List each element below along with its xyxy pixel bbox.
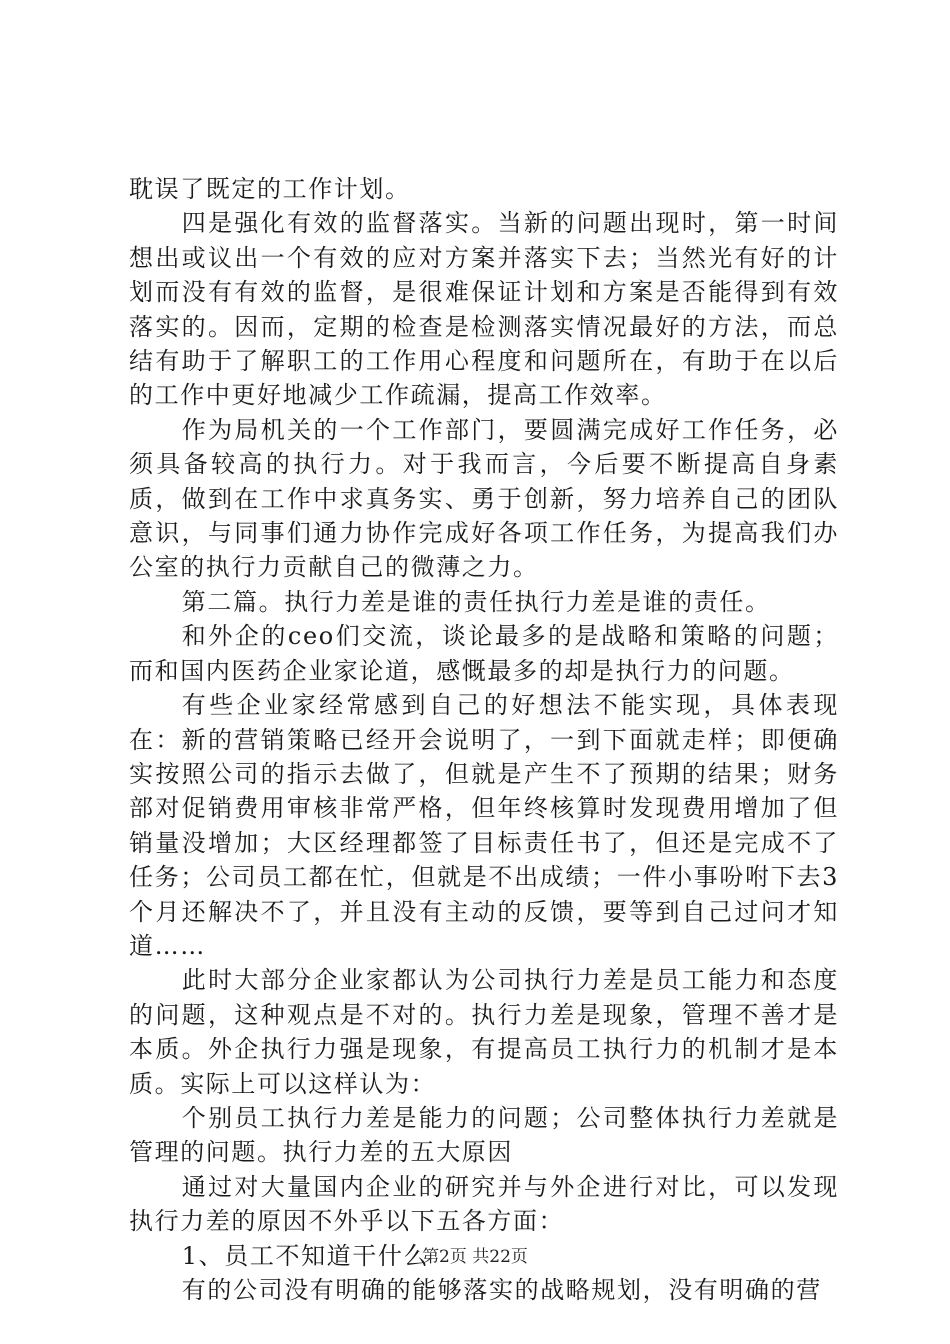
paragraph: 有的公司没有明确的能够落实的战略规划，没有明确的营 <box>181 1276 822 1304</box>
paragraph: 有些企业家经常感到自己的好想法不能实现，具体表现在：新的营销策略已经开会说明了，一到下面就走样；即便确实按照公司的指示去做了，但就是产生不了预期的结果；财务部对促销费用审核非常严格，但年终核算时发现费用增加了但销量没增加；大区经理都签了目标责任书了，但还是完成不了任务；公司员工都在忙，但就是不出成绩；一件小事吩咐下去3个月还解决不了，并且没有主动的反馈，要等到自己过问才知道…… <box>129 691 839 960</box>
page-number: 第2页 共22页 <box>422 1247 528 1267</box>
list-item: 1、员工不知道干什么 <box>181 1241 430 1270</box>
paragraph: 个别员工执行力差是能力的问题；公司整体执行力差就是管理的问题。执行力差的五大原因 <box>129 1103 839 1167</box>
paragraph: 耽误了既定的工作计划。 <box>129 175 411 203</box>
paragraph: 通过对大量国内企业的研究并与外企进行对比，可以发现执行力差的原因不外乎以下五各方面： <box>129 1172 839 1236</box>
page-footer <box>0 1242 950 1267</box>
paragraph: 此时大部分企业家都认为公司执行力差是员工能力和态度的问题，这种观点是不对的。执行力差是现象，管理不善才是本质。外企执行力强是现象，有提高员工执行力的机制才是本质。实际上可以这样认为： <box>129 966 839 1098</box>
paragraph: 和外企的ceo们交流，谈论最多的是战略和策略的问题；而和国内医药企业家论道，感慨最多的却是执行力的问题。 <box>129 622 839 685</box>
paragraph: 作为局机关的一个工作部门，要圆满完成好工作任务，必须具备较高的执行力。对于我而言，今后要不断提高自身素质，做到在工作中求真务实、勇于创新，努力培养自己的团队意识，与同事们通力协作完成好各项工作任务，为提高我们办公室的执行力贡献自己的微薄之力。 <box>129 415 839 582</box>
paragraph: 四是强化有效的监督落实。当新的问题出现时，第一时间想出或议出一个有效的应对方案并落实下去；当然光有好的计划而没有有效的监督，是很难保证计划和方案是否能得到有效落实的。因而，定期的检查是检测落实情况最好的方法，而总结有助于了解职工的工作用心程度和问题所在，有助于在以后的工作中更好地减少工作疏漏，提高工作效率。 <box>129 209 839 410</box>
section-heading: 第二篇。执行力差是谁的责任执行力差是谁的责任。 <box>181 587 771 616</box>
body-text <box>129 172 839 1307</box>
